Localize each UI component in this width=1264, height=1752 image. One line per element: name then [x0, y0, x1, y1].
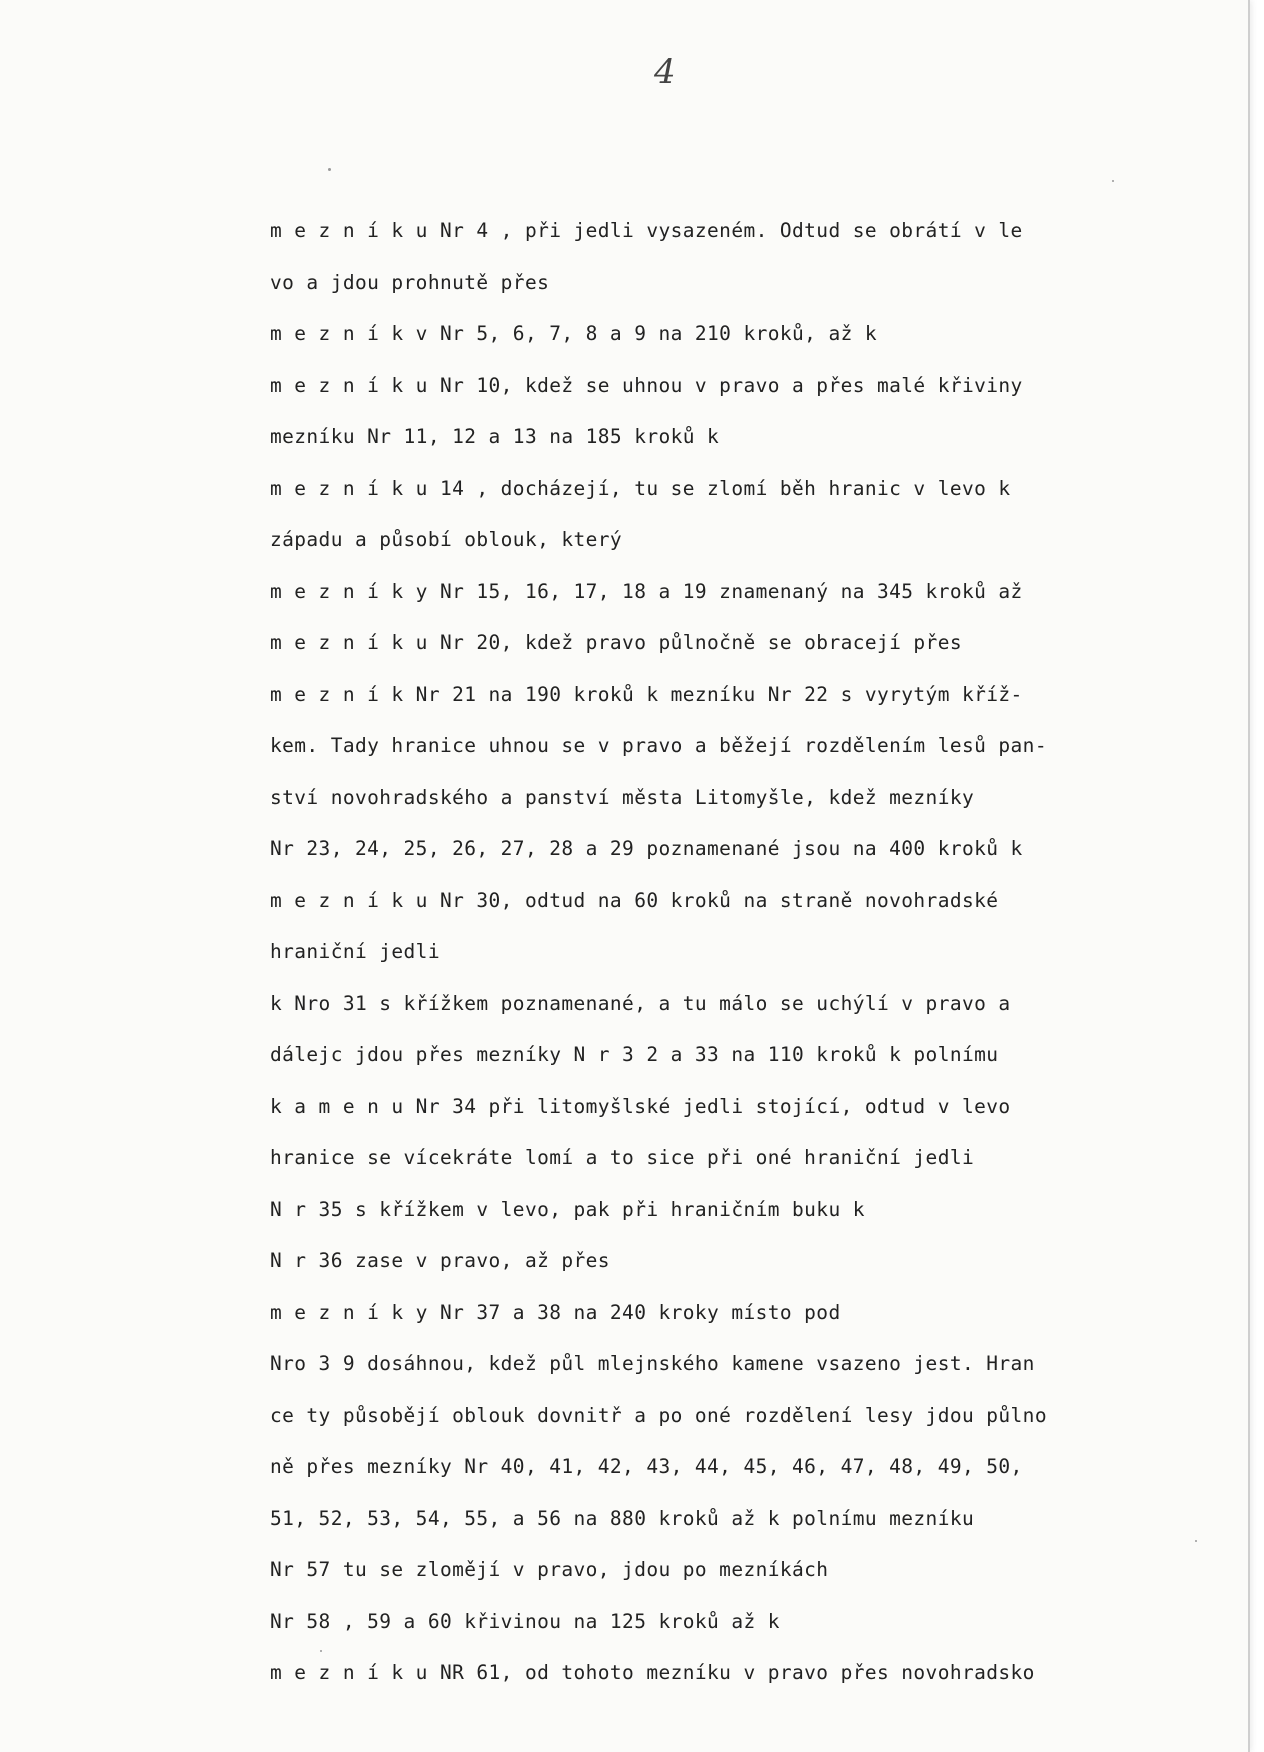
text-line: m e z n í k u NR 61, od tohoto mezníku v pravo přes novohradsko — [270, 1661, 1035, 1684]
text-line: m e z n í k u Nr 30, odtud na 60 kroků na straně novohradské — [270, 888, 999, 912]
page-number: 4 — [654, 52, 676, 92]
text-line: m e z n í k v Nr 5, 6, 7, 8 a 9 na 210 kroků, až k — [270, 322, 877, 345]
text-line: kem. Tady hranice uhnou se v pravo a běžejí rozdělením lesů pan- — [270, 734, 1047, 757]
text-line: Nr 58 , 59 a 60 křivinou na 125 kroků až k — [270, 1609, 780, 1633]
text-line: k a m e n u Nr 34 při litomyšlské jedli stojící, odtud v levo — [270, 1094, 1011, 1118]
text-line: m e z n í k u Nr 10, kdež se uhnou v pravo a přes malé křiviny — [270, 373, 1023, 397]
text-line: 51, 52, 53, 54, 55, a 56 na 880 kroků až k polnímu mezníku — [270, 1506, 975, 1530]
text-line: N r 35 s křížkem v levo, pak při hraničním buku k — [270, 1197, 865, 1221]
text-line: hraniční jedli — [270, 940, 440, 963]
text-line: dálejc jdou přes mezníky N r 3 2 a 33 na 110 kroků k polnímu — [270, 1043, 999, 1066]
text-line: Nr 57 tu se zlomějí v pravo, jdou po mezníkách — [270, 1558, 829, 1581]
text-line: m e z n í k y Nr 15, 16, 17, 18 a 19 znamenaný na 345 kroků až — [270, 579, 1023, 603]
text-line: Nro 3 9 dosáhnou, kdež půl mlejnského kamene vsazeno jest. Hran — [270, 1352, 1035, 1375]
text-line: vo a jdou prohnutě přes — [270, 270, 550, 294]
text-line: m e z n í k Nr 21 na 190 kroků k mezníku Nr 22 s vyrytým kříž- — [270, 682, 1023, 706]
text-line: ství novohradského a panství města Litomyšle, kdež mezníky — [270, 785, 975, 809]
text-line: hranice se vícekráte lomí a to sice při oné hraniční jedli — [270, 1146, 975, 1169]
text-line: N r 36 zase v pravo, až přes — [270, 1249, 610, 1272]
scan-speck — [1112, 180, 1114, 182]
text-line: mezníku Nr 11, 12 a 13 na 185 kroků k — [270, 425, 720, 448]
typewritten-text — [270, 205, 1230, 1699]
text-line: ně přes mezníky Nr 40, 41, 42, 43, 44, 45, 46, 47, 48, 49, 50, — [270, 1455, 1023, 1478]
text-line: m e z n í k u Nr 20, kdež pravo půlnočně se obracejí přes — [270, 631, 962, 654]
text-line: k Nro 31 s křížkem poznamenané, a tu málo se uchýlí v pravo a — [270, 991, 1011, 1015]
scan-speck — [1195, 1540, 1197, 1542]
text-line: ce ty působějí oblouk dovnitř a po oné rozdělení lesy jdou půlno — [270, 1403, 1047, 1427]
text-line: m e z n í k y Nr 37 a 38 na 240 kroky místo pod — [270, 1300, 841, 1324]
text-line: m e z n í k u Nr 4 , při jedli vysazeném. Odtud se obrátí v le — [270, 219, 1023, 242]
scan-speck — [320, 1650, 322, 1652]
text-line: Nr 23, 24, 25, 26, 27, 28 a 29 poznamenané jsou na 400 kroků k — [270, 837, 1023, 860]
text-line: západu a působí oblouk, který — [270, 528, 623, 551]
scan-speck — [328, 168, 331, 171]
text-line: m e z n í k u 14 , docházejí, tu se zlomí běh hranic v levo k — [270, 476, 1011, 500]
